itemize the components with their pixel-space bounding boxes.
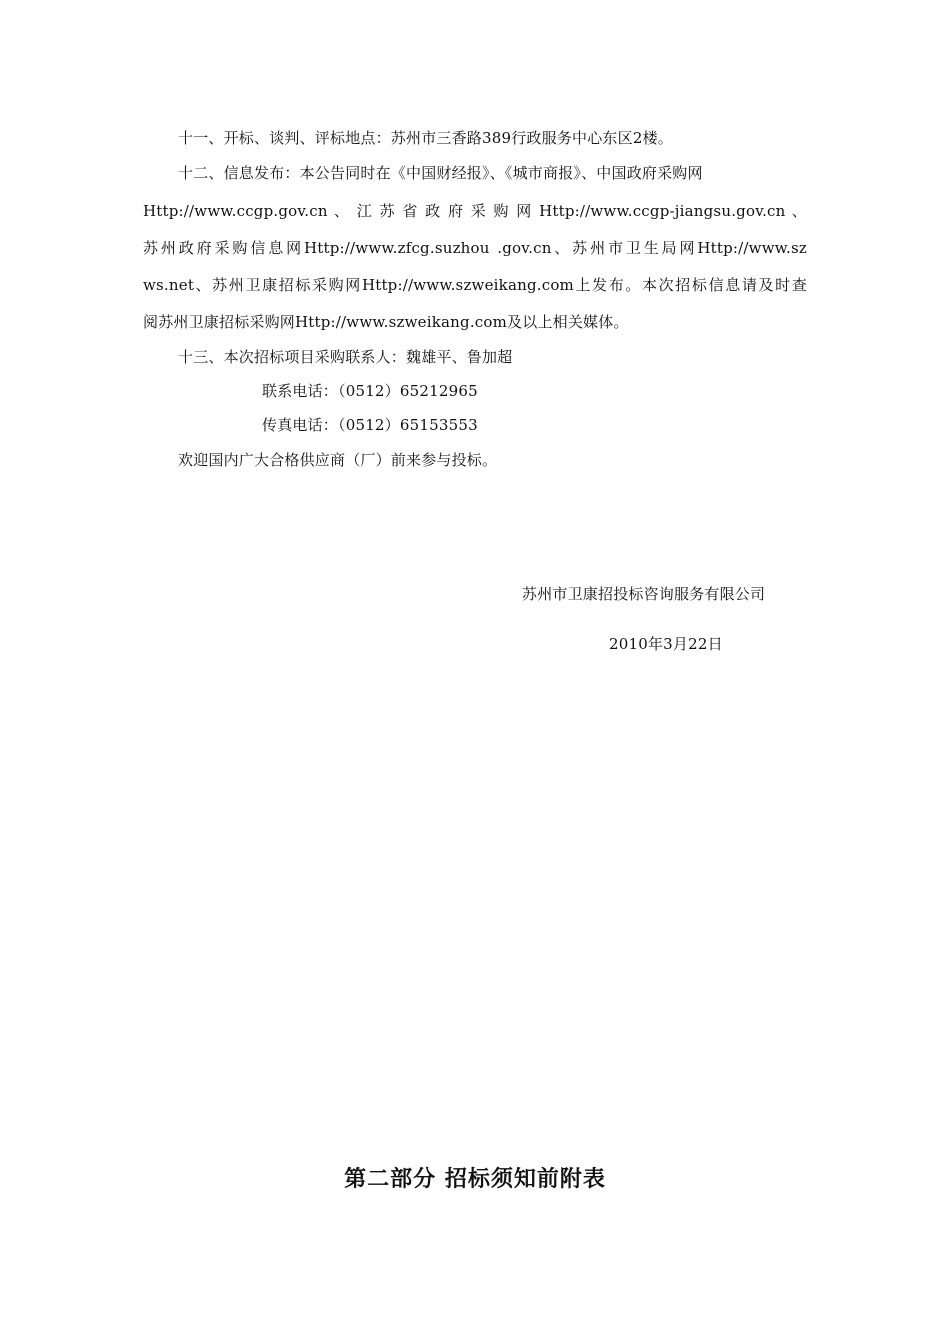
- part-2-heading: 第二部分 招标须知前附表: [344, 1167, 606, 1192]
- signature-company: 苏州市卫康招投标咨询服务有限公司: [522, 585, 766, 603]
- section-12-line-1: 十二、信息发布：本公告同时在《中国财经报》、《城市商报》、中国政府采购网: [178, 164, 703, 182]
- contact-fax: 传真电话：（0512）65153553: [262, 416, 478, 434]
- contact-phone: 联系电话：（0512）65212965: [262, 382, 478, 400]
- section-12-line-5: 阅苏州卫康招标采购网Http://www.szweikang.com及以上相关媒体。: [143, 313, 629, 331]
- section-13-contacts: 十三、本次招标项目采购联系人：魏雄平、鲁加超: [178, 348, 513, 366]
- welcome-text: 欢迎国内广大合格供应商（厂）前来参与投标。: [178, 451, 498, 469]
- section-12-line-4: ws.net、苏州卫康招标采购网Http://www.szweikang.com上发布。本次招标信息请及时查: [143, 276, 807, 294]
- section-11-venue: 十一、开标、谈判、评标地点：苏州市三香路389行政服务中心东区2楼。: [178, 129, 673, 147]
- signature-date: 2010年3月22日: [609, 635, 723, 653]
- section-12-line-2: Http://www.ccgp.gov.cn 、 江 苏 省 政 府 采 购 网 Http://www.ccgp-jiangsu.gov.cn 、: [143, 202, 807, 220]
- section-12-line-3: 苏州政府采购信息网Http://www.zfcg.suzhou .gov.cn、苏州市卫生局网Http://www.sz: [143, 239, 807, 257]
